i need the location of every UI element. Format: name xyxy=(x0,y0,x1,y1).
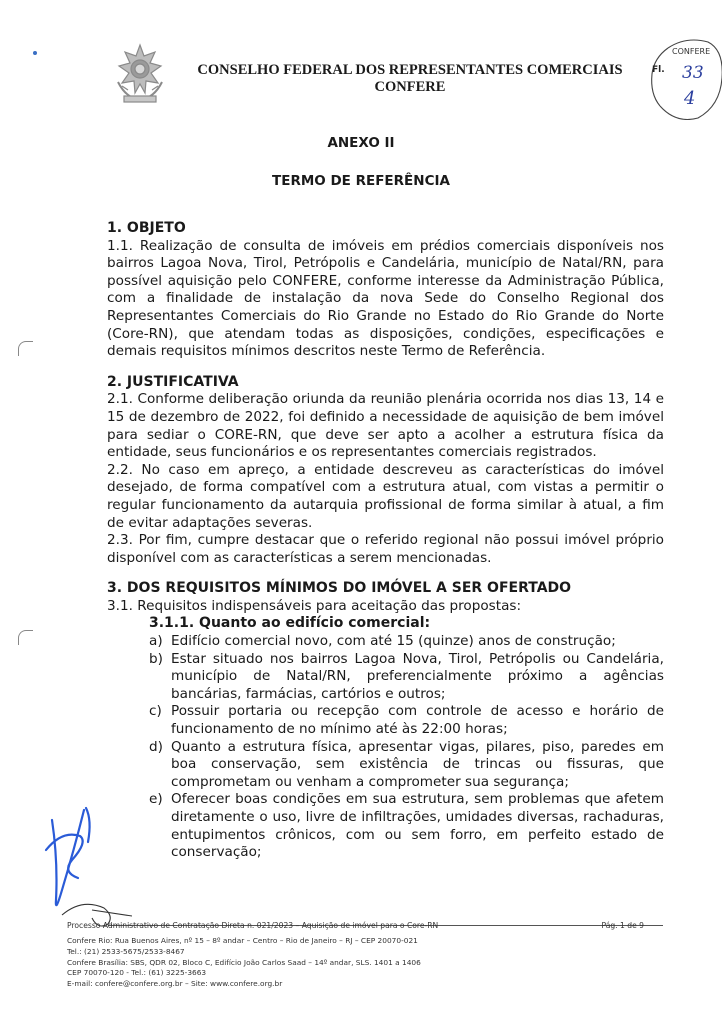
stamp-number: 33 xyxy=(682,63,704,83)
section-1-title: 1. OBJETO xyxy=(107,220,186,236)
footer-line: Tel.: (21) 2533-5675/2533-8467 xyxy=(67,946,185,956)
footer-page-number: Pág. 1 de 9 xyxy=(601,921,644,930)
list-item: e) Oferecer boas condições em sua estrutura, sem problemas que afetem diretamente o uso, livre de infiltrações, umidades diversas, rachaduras, entupimentos crônicos, com ou sem forro, em perfeito estado de conservação; xyxy=(149,791,664,861)
section-3-paragraph-1: 3.1. Requisitos indispensáveis para aceitação das propostas: xyxy=(107,597,522,614)
section-2-paragraph-1: 2.1. Conforme deliberação oriunda da reunião plenária ocorrida nos dias 13, 14 e 15 de dezembro de 2022, foi definido a necessidade de aquisição de bem imóvel para sediar o CORE-RN, que deve ser apto a acolher a estrutura física da entidade, seus funcionários e os representantes comerciais registrados. xyxy=(107,391,664,461)
organization-header xyxy=(150,62,670,96)
footer-line: Confere Rio: Rua Buenos Aires, nº 15 – 8º andar – Centro – Rio de Janeiro – RJ – CEP 20070-021 xyxy=(67,936,418,945)
margin-mark xyxy=(18,630,33,645)
requirements-list xyxy=(107,633,664,862)
section-1-paragraph-1: 1.1. Realização de consulta de imóveis em prédios comerciais disponíveis nos bairros Lagoa Nova, Tirol, Petrópolis e Candelária, município de Natal/RN, para possível aquisição pelo CONFERE, conforme interesse da Administração Pública, com a finalidade de instalação da nova Sede do Conselho Regional dos Representantes Comerciais do Rio Grande no Estado do Rio Grande do Norte (Core-RN), que atendam todas as disposições, condições, especificações e demais requisitos mínimos descritos neste Termo de Referência. xyxy=(107,237,664,360)
page-number-stamp xyxy=(646,34,722,120)
section-2-paragraph-2: 2.2. No caso em apreço, a entidade descreveu as características do imóvel desejado, de forma compatível com a estrutura atual, com vistas a permitir o regular funcionamento da autarquia profissional de forma similar à atual, a fim de evitar adaptações severas. xyxy=(107,461,664,531)
stamp-fl-label: Fl. xyxy=(652,65,665,75)
list-item: d) Quanto a estrutura física, apresentar vigas, pilares, piso, paredes em boa conservação, sem existência de trincas ou fissuras, que comprometam ou venham a comprometer sua segurança; xyxy=(149,738,664,790)
section-2-paragraph-3: 2.3. Por fim, cumpre destacar que o referido regional não possui imóvel próprio disponível com as características a serem mencionadas. xyxy=(107,532,664,566)
org-name: CONSELHO FEDERAL DOS REPRESENTANTES COMERCIAIS xyxy=(197,62,623,78)
footer-line: Confere Brasília: SBS, QDR 02, Bloco C, Edifício João Carlos Saad – 14º andar, SLS. 1401 a 1406 xyxy=(67,957,421,967)
document-title: TERMO DE REFERÊNCIA xyxy=(272,173,450,189)
footer-contact-info xyxy=(67,936,421,990)
list-item: b) Estar situado nos bairros Lagoa Nova, Tirol, Petrópolis ou Candelária, município de Natal/RN, preferencialmente próximo a agências bancárias, farmácias, cartórios e outros; xyxy=(149,650,664,702)
section-3-title: 3. DOS REQUISITOS MÍNIMOS DO IMÓVEL A SER OFERTADO xyxy=(107,580,572,597)
handwritten-signature xyxy=(22,790,132,930)
footer-process: Processo Administrativo de Contratação Direta n. 021/2023 – Aquisição de imóvel para o Core-RN xyxy=(67,921,439,930)
section-2-title: 2. JUSTIFICATIVA xyxy=(107,373,239,390)
footer-line: E-mail: confere@confere.org.br – Site: www.confere.org.br xyxy=(67,979,283,989)
document-body xyxy=(107,220,664,862)
list-item: a) Edifício comercial novo, com até 15 (quinze) anos de construção; xyxy=(149,633,616,650)
org-acronym: CONFERE xyxy=(374,79,446,95)
annex-title: ANEXO II xyxy=(327,135,395,151)
blue-dot-mark xyxy=(33,51,37,55)
list-item: c) Possuir portaria ou recepção com controle de acesso e horário de funcionamento de no mínimo até às 22:00 horas; xyxy=(149,703,664,738)
stamp-label: CONFERE xyxy=(672,47,711,56)
footer-line: CEP 70070-120 - Tel.: (61) 3225-3663 xyxy=(67,968,207,978)
subsection-3-1-1-title: 3.1.1. Quanto ao edifício comercial: xyxy=(149,615,431,632)
margin-mark xyxy=(18,341,33,356)
stamp-initial: 4 xyxy=(684,88,696,109)
